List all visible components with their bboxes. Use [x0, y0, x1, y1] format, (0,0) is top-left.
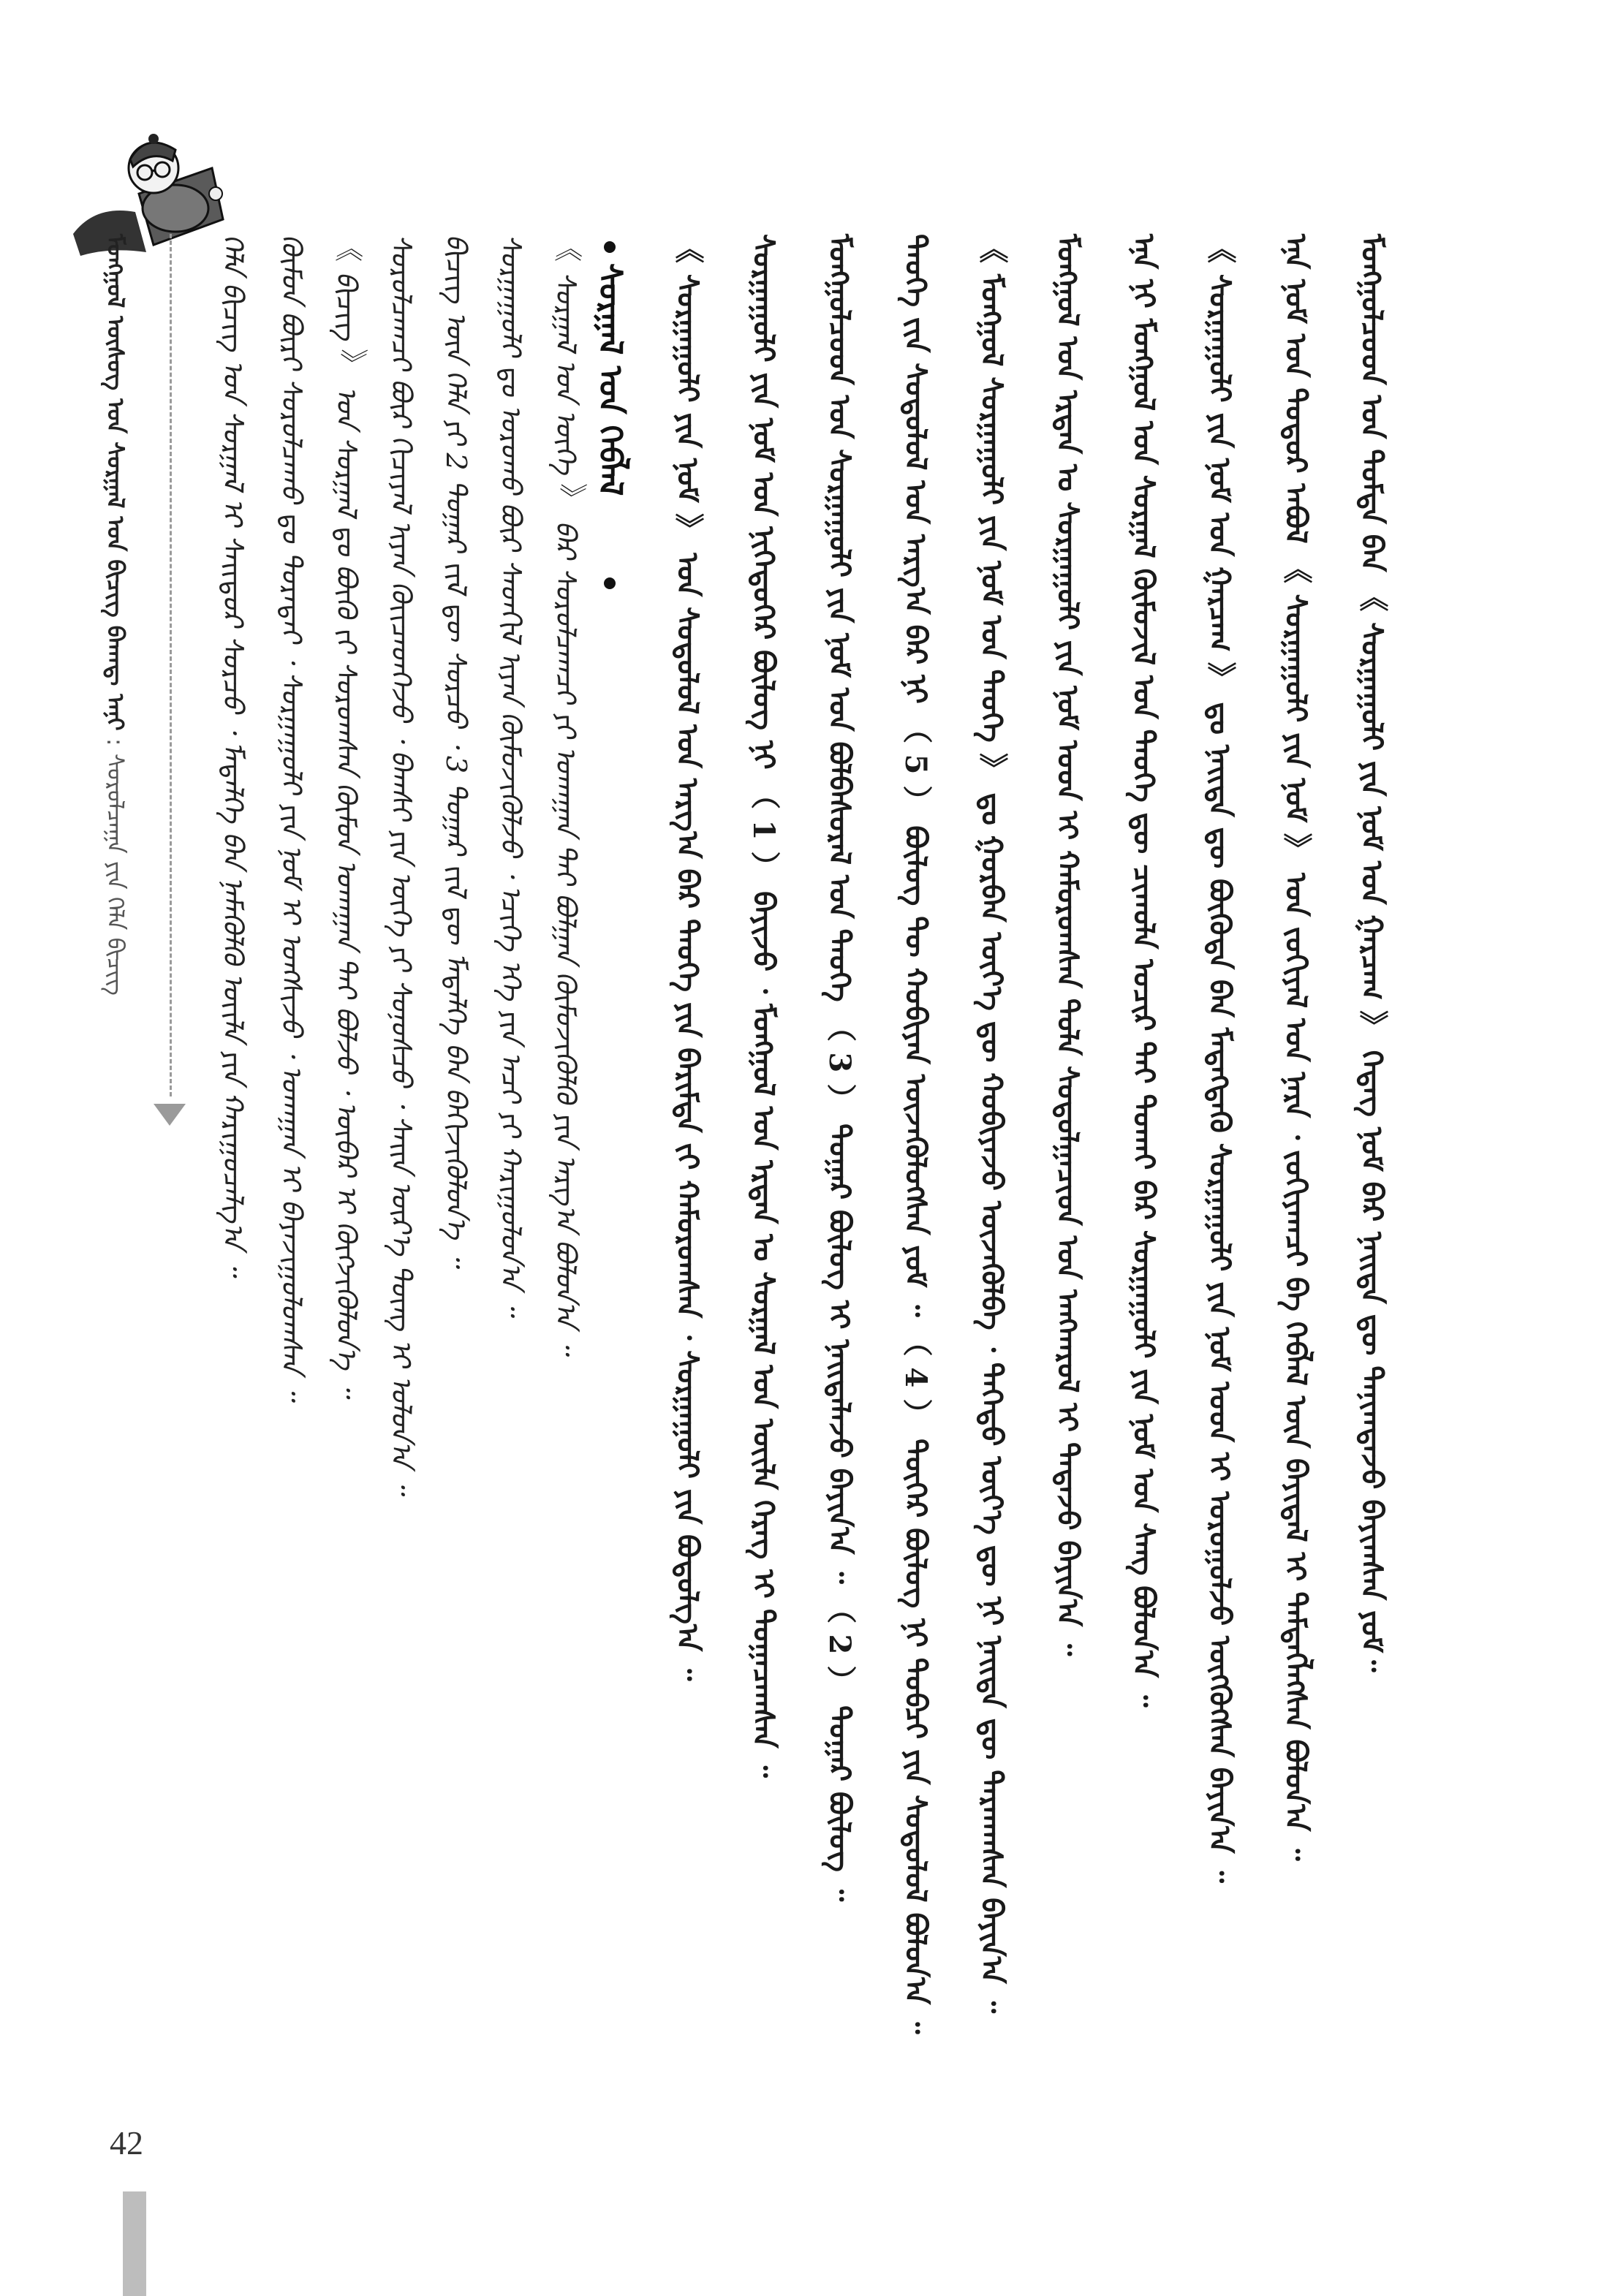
heading-bullet	[604, 241, 616, 253]
paragraph-line: 《 ᠰᠤᠷᠭᠠᠭᠤᠯᠢ ᠶᠢᠨ ᠨᠣᠮ ᠤᠨ ᠭᠠᠷᠴᠠᠭ 》 ᠳᠤ ᠨᠡᠢᠲᠡ ᠳᠦ ᠪᠦᠭᠦᠳᠡ ᠪᠡᠨ ᠮᠡᠳᠡᠭᠳᠡᠬᠦ ᠰᠤᠷᠭᠠᠭᠤᠯᠢ ᠶᠢᠨ ᠨᠣᠮ ᠤᠳ ᠢ ᠤᠷᠤᠭᠤᠯᠵᠤ ᠥᠭᠭᠦᠭᠰᠡᠨ ᠪᠠᠶᠢᠨ᠎ᠠ ᠃	[1203, 234, 1237, 1883]
dashed-rule	[170, 234, 172, 1096]
verse-line: 《 ᠰᠤᠷᠭᠠᠯ ᠤᠨ ᠦᠭᠡ 》 ᠪᠡᠷ ᠰᠤᠷᠤᠯᠴᠠᠭᠴᠢ ᠶᠢ ᠤᠬᠠᠭᠠᠨ ᠲᠠᠢ ᠪᠣᠯᠭᠠᠨ ᠬᠥᠮᠦᠵᠢᠭᠦᠯᠬᠦ ᠶᠢᠨ ᠠᠷᠭ᠎ᠠ ᠪᠣᠯᠤᠨ᠎ᠠ ᠃	[550, 234, 582, 1355]
triangle-down-icon	[154, 1104, 186, 1126]
cartoon-boy-reading-icon	[66, 124, 234, 263]
verse-line: ᠬᠦᠮᠦᠨ ᠪᠦᠷᠢ ᠰᠤᠷᠤᠯᠴᠠᠬᠤ ᠳᠤ ᠳᠤᠷᠠᠲᠠᠢ ᠂ ᠰᠤᠷᠭᠠᠭᠤᠯᠢ ᠶᠢᠨ ᠨᠣᠮ ᠢ ᠣᠩᠰᠢᠵᠤ ᠂ ᠤᠬᠠᠭᠠᠨ ᠢ ᠪᠠᠶᠠᠵᠢᠭᠤᠯᠤᠭᠰᠠᠨ ᠃	[276, 234, 308, 1401]
section-heading: ᠰᠤᠷᠭᠠᠯ ᠤᠨ ᠬᠡᠪᠯᠡᠯ	[591, 263, 629, 496]
running-title: ᠰᠤᠷᠤᠯᠴᠠᠭᠠ ᠶᠢᠨ ᠬᠡᠯᠡ ᠪᠢᠴᠢᠭ	[102, 753, 129, 996]
page-number: 42	[110, 2124, 143, 2162]
paragraph-line: 《 ᠮᠣᠩᠭᠣᠯ ᠰᠤᠷᠭᠠᠭᠤᠯᠢ ᠶᠢᠨ ᠨᠣᠮ ᠤᠨ ᠲᠡᠦᠬᠡ 》 ᠳᠤ ᠭᠤᠷᠪᠠᠨ ᠦᠶ᠎ᠡ ᠳᠦ ᠬᠤᠪᠢᠶᠠᠵᠤ ᠦᠵᠡᠭᠦᠯᠪᠡ ᠂ ᠳᠡᠭᠡᠳᠦ ᠦᠶ᠎ᠡ ᠳᠦ ᠨᠢ ᠨᠡᠢᠲᠡ ᠳᠦ ᠲᠠᠷᠬᠠᠭᠰᠠᠨ ᠪᠠᠶᠢᠨ᠎ᠠ ᠃	[975, 234, 1009, 2014]
paragraph-line: ᠰᠤᠷᠭᠠᠭᠤᠯᠢ ᠶᠢᠨ ᠨᠣᠮ ᠤᠨ ᠨᠢᠭᠡᠳᠦᠭᠡᠷ ᠪᠦᠯᠦᠭ ᠨᠢ （ 1 ） ᠪᠠᠶᠢᠵᠤ ᠂ ᠮᠣᠩᠭᠣᠯ ᠤᠨ ᠡᠷᠲᠡᠨ ᠤ ᠰᠤᠷᠭᠠᠯ ᠤᠨ ᠦᠢᠯᠡ ᠬᠡᠷᠡᠭ ᠢ ᠲᠣᠭᠠᠴᠠᠭᠰᠠᠨ ᠃	[746, 234, 781, 1778]
verse-line: ᠰᠤᠷᠤᠯᠴᠠᠭᠴᠢ ᠪᠦᠷ ᠬᠢᠴᠢᠶᠡᠯ ᠢᠶᠡᠨ ᠭᠦᠢᠴᠡᠳᠬᠡᠵᠦ ᠂ ᠪᠠᠭᠰᠢ ᠶᠢᠨ ᠦᠭᠡ ᠶᠢ ᠰᠣᠨᠤᠰᠴᠤ ᠂ ᠰᠠᠢᠨ ᠦᠷ᠎ᠡ ᠳᠦᠩ ᠢ ᠣᠯᠤᠨ᠎ᠠ ᠃	[385, 234, 417, 1494]
running-title-strong: ᠮᠤᠩᠭᠤᠯ ᠦᠰᠦᠭ ᠤᠨ ᠰᠤᠷᠭᠠᠯ ᠤᠨ ᠪᠢᠴᠢᠭ᠌ ᠪᠠᠬᠠᠳ᠋ ᠠᠨᠢ	[102, 234, 129, 731]
paragraph-line: 《 ᠰᠤᠷᠭᠠᠭᠤᠯᠢ ᠶᠢᠨ ᠨᠣᠮ 》 ᠤᠨ ᠰᠤᠳᠤᠯᠤᠯ ᠤᠨ ᠠᠷᠭ᠎ᠠ ᠪᠠᠷ ᠲᠡᠦᠬᠡ ᠶᠢᠨ ᠪᠠᠷᠢᠮᠲᠠ ᠵᠢ ᠬᠠᠮᠤᠷᠤᠭᠰᠠᠨ ᠂ ᠰᠤᠷᠭᠠᠭᠤᠯᠢ ᠶᠢᠨ ᠪᠣᠳᠤᠯᠭ᠎ᠠ ᠃	[670, 234, 705, 1681]
paragraph-line: ᠮᠣᠩᠭᠣᠯ ᠤᠨ ᠡᠷᠲᠡᠨ ᠤ ᠰᠤᠷᠭᠠᠭᠤᠯᠢ ᠶᠢᠨ ᠨᠣᠮ ᠤᠳ ᠢ ᠬᠠᠮᠤᠷᠤᠭᠰᠠᠨ ᠲᠤᠯᠠ ᠰᠤᠳᠤᠯᠭᠠᠴᠢᠳ ᠤᠨ ᠠᠩᠬᠠᠷᠤᠯ ᠢ ᠲᠠᠲᠠᠵᠤ ᠪᠠᠶᠢᠨ᠎ᠠ ᠃	[1051, 234, 1085, 1656]
verse-line: ᠬᠡᠯᠡ ᠪᠢᠴᠢᠭ ᠤᠨ ᠰᠤᠷᠭᠠᠯ ᠢ ᠰᠠᠢᠲᠤᠷ ᠰᠤᠷᠴᠤ ᠂ ᠮᠡᠳᠡᠯᠭᠡ ᠪᠡᠨ ᠨᠡᠮᠡᠭᠦᠯᠬᠦ ᠦᠢᠯᠡ ᠶᠢᠨ ᠬᠠᠷᠢᠭᠤᠴᠠᠯᠭ᠎ᠠ ᠃	[217, 234, 249, 1276]
verse-line: 《 ᠪᠢᠴᠢᠭ 》 ᠤᠨ ᠰᠤᠷᠭᠠᠯ ᠳᠤ ᠪᠦᠬᠦ ᠵᠢ ᠰᠤᠷᠤᠭᠰᠠᠨ ᠬᠦᠮᠦᠨ ᠤᠬᠠᠭᠠᠨ ᠲᠠᠢ ᠪᠣᠯᠵᠤ ᠂ ᠥᠪᠡᠷ ᠢ ᠬᠥᠭᠵᠢᠭᠦᠯᠦᠨ᠎ᠡ ᠃	[330, 234, 363, 1397]
running-header: ᠮᠤᠩᠭᠤᠯ ᠦᠰᠦᠭ ᠤᠨ ᠰᠤᠷᠭᠠᠯ ᠤᠨ ᠪᠢᠴᠢᠭ᠌ ᠪᠠᠬᠠᠳ᠋ ᠠᠨᠢ : ᠰᠤᠷᠤᠯᠴᠠᠭᠠ ᠶᠢᠨ ᠬᠡᠯᠡ ᠪᠢᠴᠢᠭ	[102, 234, 129, 996]
heading-bullet	[604, 577, 616, 589]
side-bar	[123, 2191, 146, 2296]
verse-line: ᠰᠤᠷᠭᠠᠭᠤᠯᠢ ᠳᠤ ᠣᠷᠣᠬᠤ ᠪᠦᠷ ᠰᠡᠳᠬᠢᠯ ᠢᠶᠡᠨ ᠬᠦᠮᠦᠵᠢᠭᠦᠯᠵᠦ ᠂ ᠡᠴᠢᠭᠡ ᠡᠬᠡ ᠶᠢᠨ ᠠᠴᠢ ᠶᠢ ᠬᠠᠷᠢᠭᠤᠯᠤᠨ᠎ᠠ ᠃	[495, 234, 527, 1316]
paragraph-line: ᠡᠨᠡ ᠨᠣᠮ ᠤᠨ ᠳᠣᠲᠣᠷ ᠠᠪᠤᠯ 《 ᠰᠤᠷᠭᠠᠭᠤᠯᠢ ᠶᠢᠨ ᠨᠣᠮ 》 ᠤᠨ ᠵᠣᠬᠢᠶᠠᠯ ᠤᠨ ᠨᠡᠷᠡ ᠂ ᠵᠣᠬᠢᠶᠠᠭᠴᠢ ᠪᠠ ᠬᠡᠪᠯᠡᠯ ᠦᠨ ᠪᠠᠶᠢᠳᠠᠯ ᠢ ᠲᠡᠮᠳᠡᠭᠯᠡᠭᠰᠡᠨ ᠪᠣᠯᠤᠨ᠎ᠠ ᠃	[1279, 234, 1313, 1861]
paragraph-line: ᠮᠣᠩᠭᠣᠯᠴᠤᠳ ᠤᠨ ᠰᠤᠷᠭᠠᠭᠤᠯᠢ ᠶᠢᠨ ᠨᠣᠮ ᠤᠨ ᠪᠣᠯᠪᠠᠰᠤᠷᠠᠯ ᠤᠨ ᠲᠡᠦᠬᠡ （ 3 ） ᠳᠤᠭᠠᠷ ᠪᠦᠯᠦᠭ ᠢ ᠨᠡᠢᠲᠡᠯᠡᠵᠤ ᠪᠠᠶᠢᠨ᠎ᠠ ᠃ （ 2 ） ᠳᠤᠭᠠᠷ ᠪᠦᠯᠦᠭ ᠃	[822, 234, 857, 1902]
paragraph-line: ᠮᠣᠩᠭᠣᠯᠴᠤᠳ ᠤᠨ ᠳᠤᠮᠳᠠ ᠪᠡᠨ 《 ᠰᠤᠷᠭᠠᠭᠤᠯᠢ ᠶᠢᠨ ᠨᠣᠮ ᠤᠨ ᠭᠠᠷᠴᠠᠭ 》 ᠭᠡᠳᠡᠭ ᠨᠣᠮ ᠪᠡᠷ ᠨᠡᠢᠲᠡ ᠳᠦ ᠲᠠᠨᠢᠭᠳᠠᠵᠤ ᠪᠠᠶᠢᠭᠰᠠᠨ ᠶᠤᠮ᠃	[1355, 234, 1389, 1672]
paragraph-line: ᠲᠡᠦᠬᠡ ᠵᠢᠨ ᠰᠤᠳᠤᠯᠤᠯ ᠤᠨ ᠠᠷᠭ᠎ᠠ ᠪᠠᠷ ᠨᠢ （ 5 ） ᠪᠦᠯᠦᠭ ᠲᠦ ᠬᠤᠪᠢᠶᠠᠨ ᠦᠵᠡᠭᠦᠯᠦᠭᠰᠡᠨ ᠶᠤᠮ ᠃ （ 4 ） ᠳᠦᠭᠡᠷ ᠪᠦᠯᠦᠭ ᠨᠢ ᠲᠣᠪᠴᠢ ᠶᠢᠨ ᠰᠤᠳᠤᠯᠤᠯ ᠪᠣᠯᠤᠨ᠎ᠠ ᠃	[898, 234, 933, 2034]
paragraph-line: ᠡᠨᠡ ᠨᠢ ᠮᠣᠩᠭᠣᠯ ᠤᠨ ᠰᠤᠷᠭᠠᠯ ᠬᠦᠮᠦᠵᠢᠯ ᠤᠨ ᠲᠡᠦᠬᠡ ᠳᠦ ᠴᠢᠬᠤᠯᠠ ᠤᠴᠢᠷ ᠲᠠᠢ ᠲᠤᠬᠠᠢ ᠪᠡᠷ ᠰᠤᠷᠭᠠᠭᠤᠯᠢ ᠶᠢᠨ ᠨᠣᠮ ᠤᠨ ᠰᠠᠩ ᠪᠣᠯᠤᠨ᠎ᠠ ᠃	[1127, 234, 1161, 1708]
verse-line: ᠪᠢᠴᠢᠭ ᠦᠨ ᠬᠡᠯᠡ ᠶᠢ 2 ᠳᠤᠭᠠᠷ ᠵᠢᠯ ᠳᠦ ᠰᠤᠷᠴᠤ ᠂ 3 ᠳᠤᠭᠠᠷ ᠵᠢᠯ ᠳᠦ ᠮᠡᠳᠡᠯᠭᠡ ᠪᠡᠨ ᠪᠡᠬᠢᠵᠢᠭᠦᠯᠦᠨ᠎ᠡ ᠃	[440, 234, 472, 1267]
